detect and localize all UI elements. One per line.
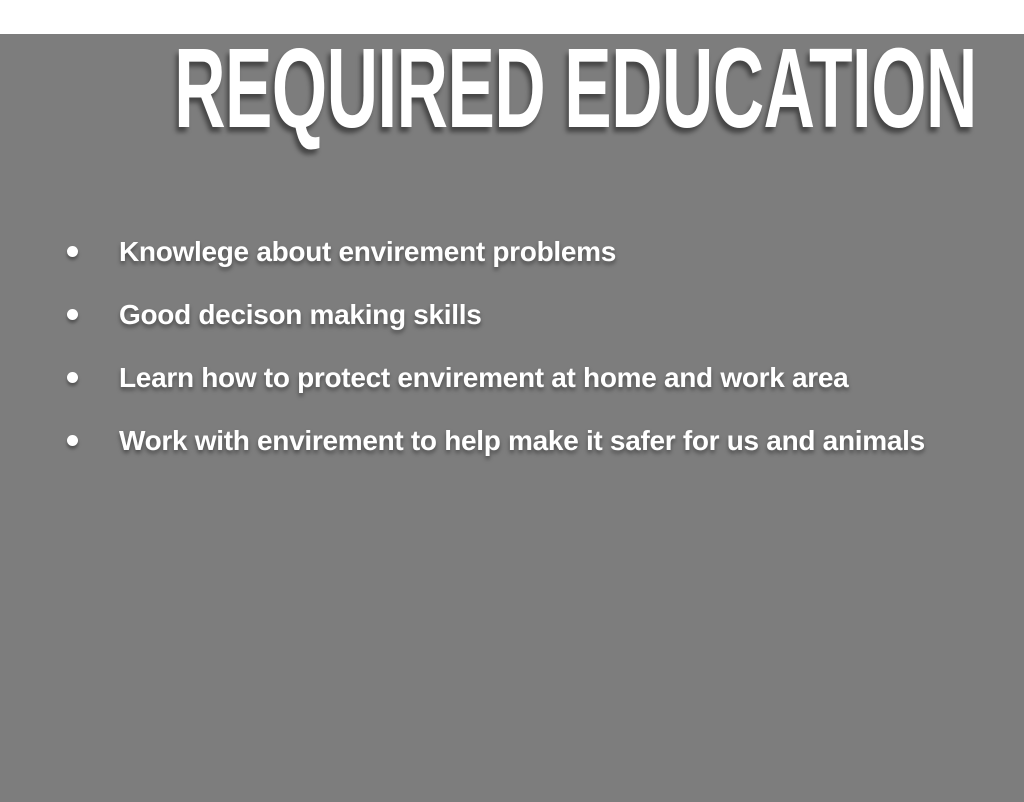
bullet-text: Knowlege about envirement problems: [119, 235, 616, 267]
bullet-dot-icon: [67, 372, 78, 383]
bullet-dot-icon: [67, 435, 78, 446]
list-item: [62, 346, 1004, 409]
bullet-dot-icon: [67, 246, 78, 257]
bullet-dot-icon: [67, 309, 78, 320]
bullet-text: Good decison making skills: [119, 298, 482, 330]
slide-title: REQUIRED EDUCATION: [174, 23, 977, 151]
bullet-text: Work with envirement to help make it safer for us and animals: [119, 424, 925, 456]
bullet-list: [62, 220, 1004, 472]
presentation-slide: [0, 23, 1024, 802]
list-item: [62, 220, 1004, 283]
list-item: [62, 409, 1004, 472]
bullet-text: Learn how to protect envirement at home and work area: [119, 361, 849, 393]
list-item: [62, 283, 1004, 346]
